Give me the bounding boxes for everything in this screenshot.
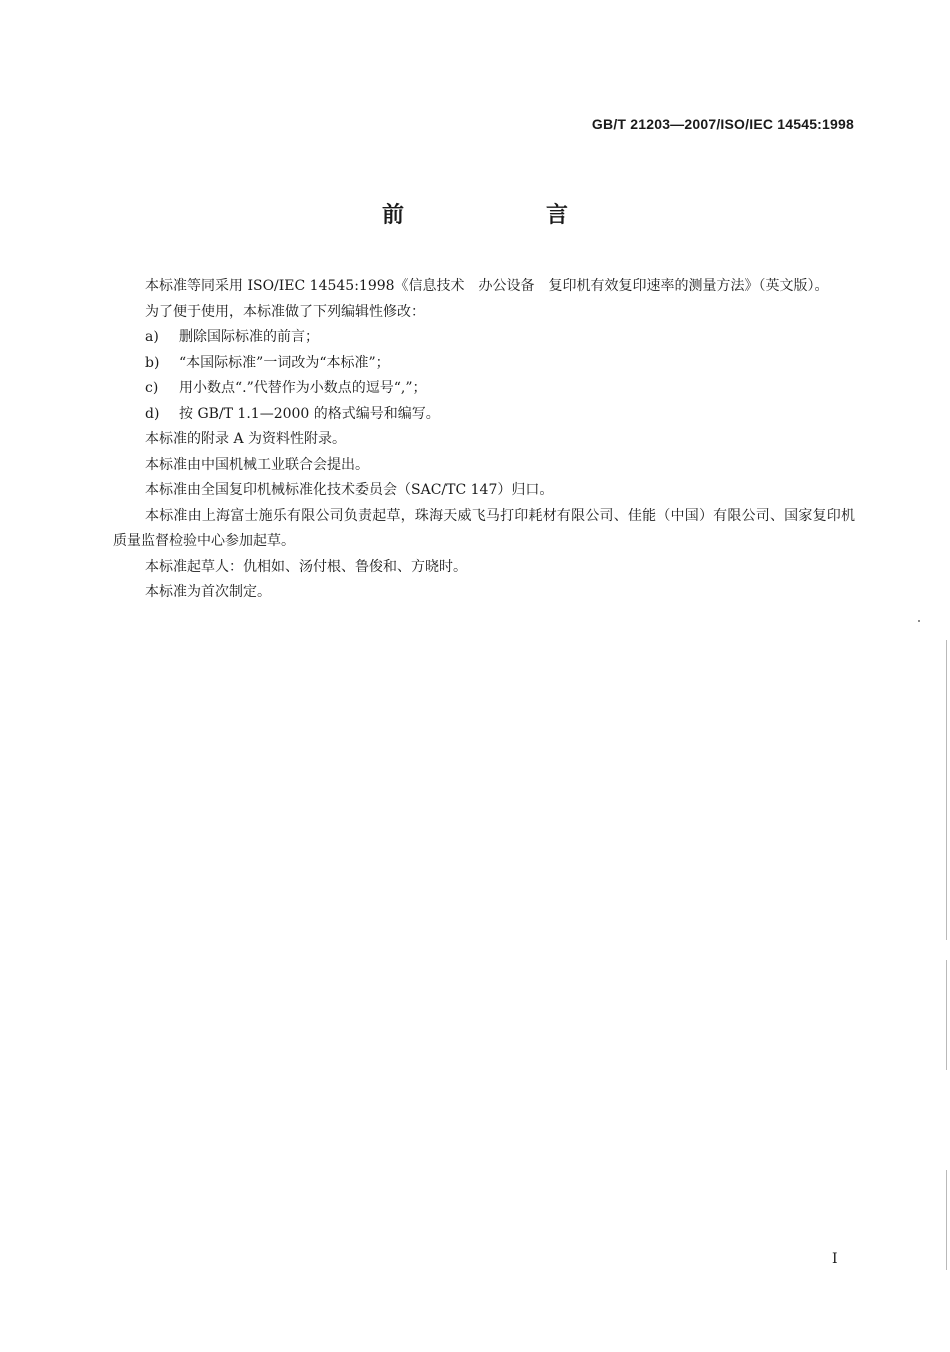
foreword-body	[113, 274, 855, 606]
paragraph-modifications-intro: 为了便于使用，本标准做了下列编辑性修改：	[145, 303, 425, 320]
paragraph-first-edition: 本标准为首次制定。	[145, 584, 271, 600]
list-item-label: a)	[145, 329, 159, 345]
scan-dot	[918, 620, 920, 622]
scan-edge-line	[946, 960, 947, 1070]
paragraph-proposer: 本标准由中国机械工业联合会提出。	[145, 456, 369, 473]
list-item-text: 用小数点“.”代替作为小数点的逗号“,”；	[179, 380, 427, 396]
list-item	[113, 325, 855, 351]
list-item-text: “本国际标准”一词改为“本标准”；	[179, 354, 390, 371]
page-number: I	[832, 1251, 838, 1267]
scan-edge-line	[946, 640, 947, 940]
list-item	[113, 351, 855, 377]
paragraph-adoption: 本标准等同采用 ISO/IEC 14545:1998《信息技术 办公设备 复印机有效复印速率的测量方法》（英文版）。	[145, 278, 829, 294]
paragraph-drafters: 本标准起草人：仇相如、汤付根、鲁俊和、方晓时。	[145, 558, 467, 575]
list-item-label: d)	[145, 405, 160, 422]
list-item-text: 按 GB/T 1.1—2000 的格式编号和编写。	[179, 405, 440, 422]
paragraph-annex: 本标准的附录 A 为资料性附录。	[145, 431, 347, 447]
scan-edge-line	[946, 1170, 947, 1270]
page-title: 前 言	[381, 203, 628, 228]
standard-code: GB/T 21203—2007/ISO/IEC 14545:1998	[591, 116, 854, 132]
paragraph-drafting-orgs: 本标准由上海富士施乐有限公司负责起草，珠海天威飞马打印耗材有限公司、佳能（中国）有限公司、国家复印机质量监督检验中心参加起草。	[113, 507, 855, 549]
list-item	[113, 402, 855, 428]
list-item-label: c)	[145, 380, 159, 396]
list-item	[113, 376, 855, 402]
paragraph-committee: 本标准由全国复印机械标准化技术委员会（SAC/TC 147）归口。	[145, 482, 554, 498]
list-item-label: b)	[145, 354, 160, 371]
list-item-text: 删除国际标准的前言；	[179, 329, 319, 345]
